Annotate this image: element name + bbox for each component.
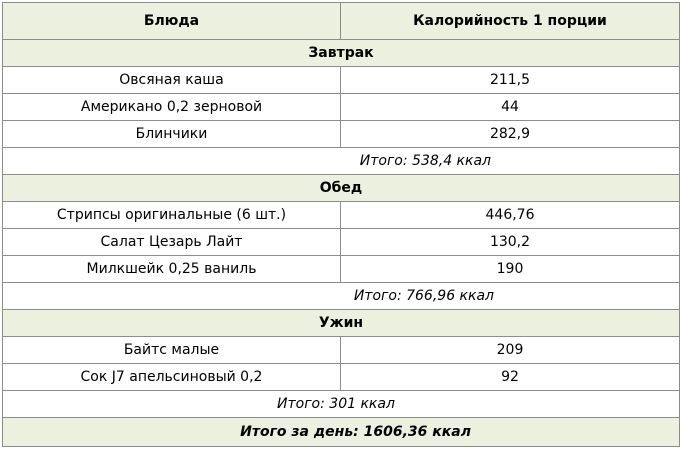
- calorie-table: [2, 2, 680, 447]
- grand-total-text: Итого за день: 1606,36 ккал: [240, 424, 471, 440]
- subtotal-cell: [3, 148, 680, 175]
- subtotal-cell: [3, 391, 680, 418]
- subtotal-cell: [3, 283, 680, 310]
- subtotal-row: [3, 283, 680, 310]
- subtotal-text: Итого: 766,96 ккал: [353, 288, 494, 304]
- dish-name: Овсяная каша: [3, 67, 341, 94]
- dish-name: Стрипсы оригинальные (6 шт.): [3, 202, 341, 229]
- dish-calories: 130,2: [341, 229, 680, 256]
- subtotal-row: [3, 148, 680, 175]
- grand-total-row: [3, 418, 680, 447]
- dish-calories: 211,5: [341, 67, 680, 94]
- table-row: [3, 337, 680, 364]
- table-row: [3, 364, 680, 391]
- dish-name: Блинчики: [3, 121, 341, 148]
- table-row: [3, 202, 680, 229]
- dish-name: Сок J7 апельсиновый 0,2: [3, 364, 341, 391]
- table-row: [3, 121, 680, 148]
- dish-calories: 44: [341, 94, 680, 121]
- dish-name: Милкшейк 0,25 ваниль: [3, 256, 341, 283]
- dish-calories: 446,76: [341, 202, 680, 229]
- table-row: [3, 256, 680, 283]
- table-row: [3, 67, 680, 94]
- dish-name: Байтс малые: [3, 337, 341, 364]
- table-row: [3, 229, 680, 256]
- column-header-calories: Калорийность 1 порции: [341, 3, 680, 40]
- column-header-dish: Блюда: [3, 3, 341, 40]
- table-header-row: [3, 3, 680, 40]
- section-row-dinner: [3, 310, 680, 337]
- section-title: Обед: [3, 175, 680, 202]
- grand-total-cell: [3, 418, 680, 447]
- table-row: [3, 94, 680, 121]
- section-row-breakfast: [3, 40, 680, 67]
- section-title: Завтрак: [3, 40, 680, 67]
- dish-calories: 209: [341, 337, 680, 364]
- dish-name: Салат Цезарь Лайт: [3, 229, 341, 256]
- dish-name: Американо 0,2 зерновой: [3, 94, 341, 121]
- section-title: Ужин: [3, 310, 680, 337]
- dish-calories: 282,9: [341, 121, 680, 148]
- dish-calories: 92: [341, 364, 680, 391]
- section-row-lunch: [3, 175, 680, 202]
- subtotal-text: Итого: 301 ккал: [277, 396, 395, 412]
- subtotal-row: [3, 391, 680, 418]
- subtotal-text: Итого: 538,4 ккал: [359, 153, 491, 169]
- dish-calories: 190: [341, 256, 680, 283]
